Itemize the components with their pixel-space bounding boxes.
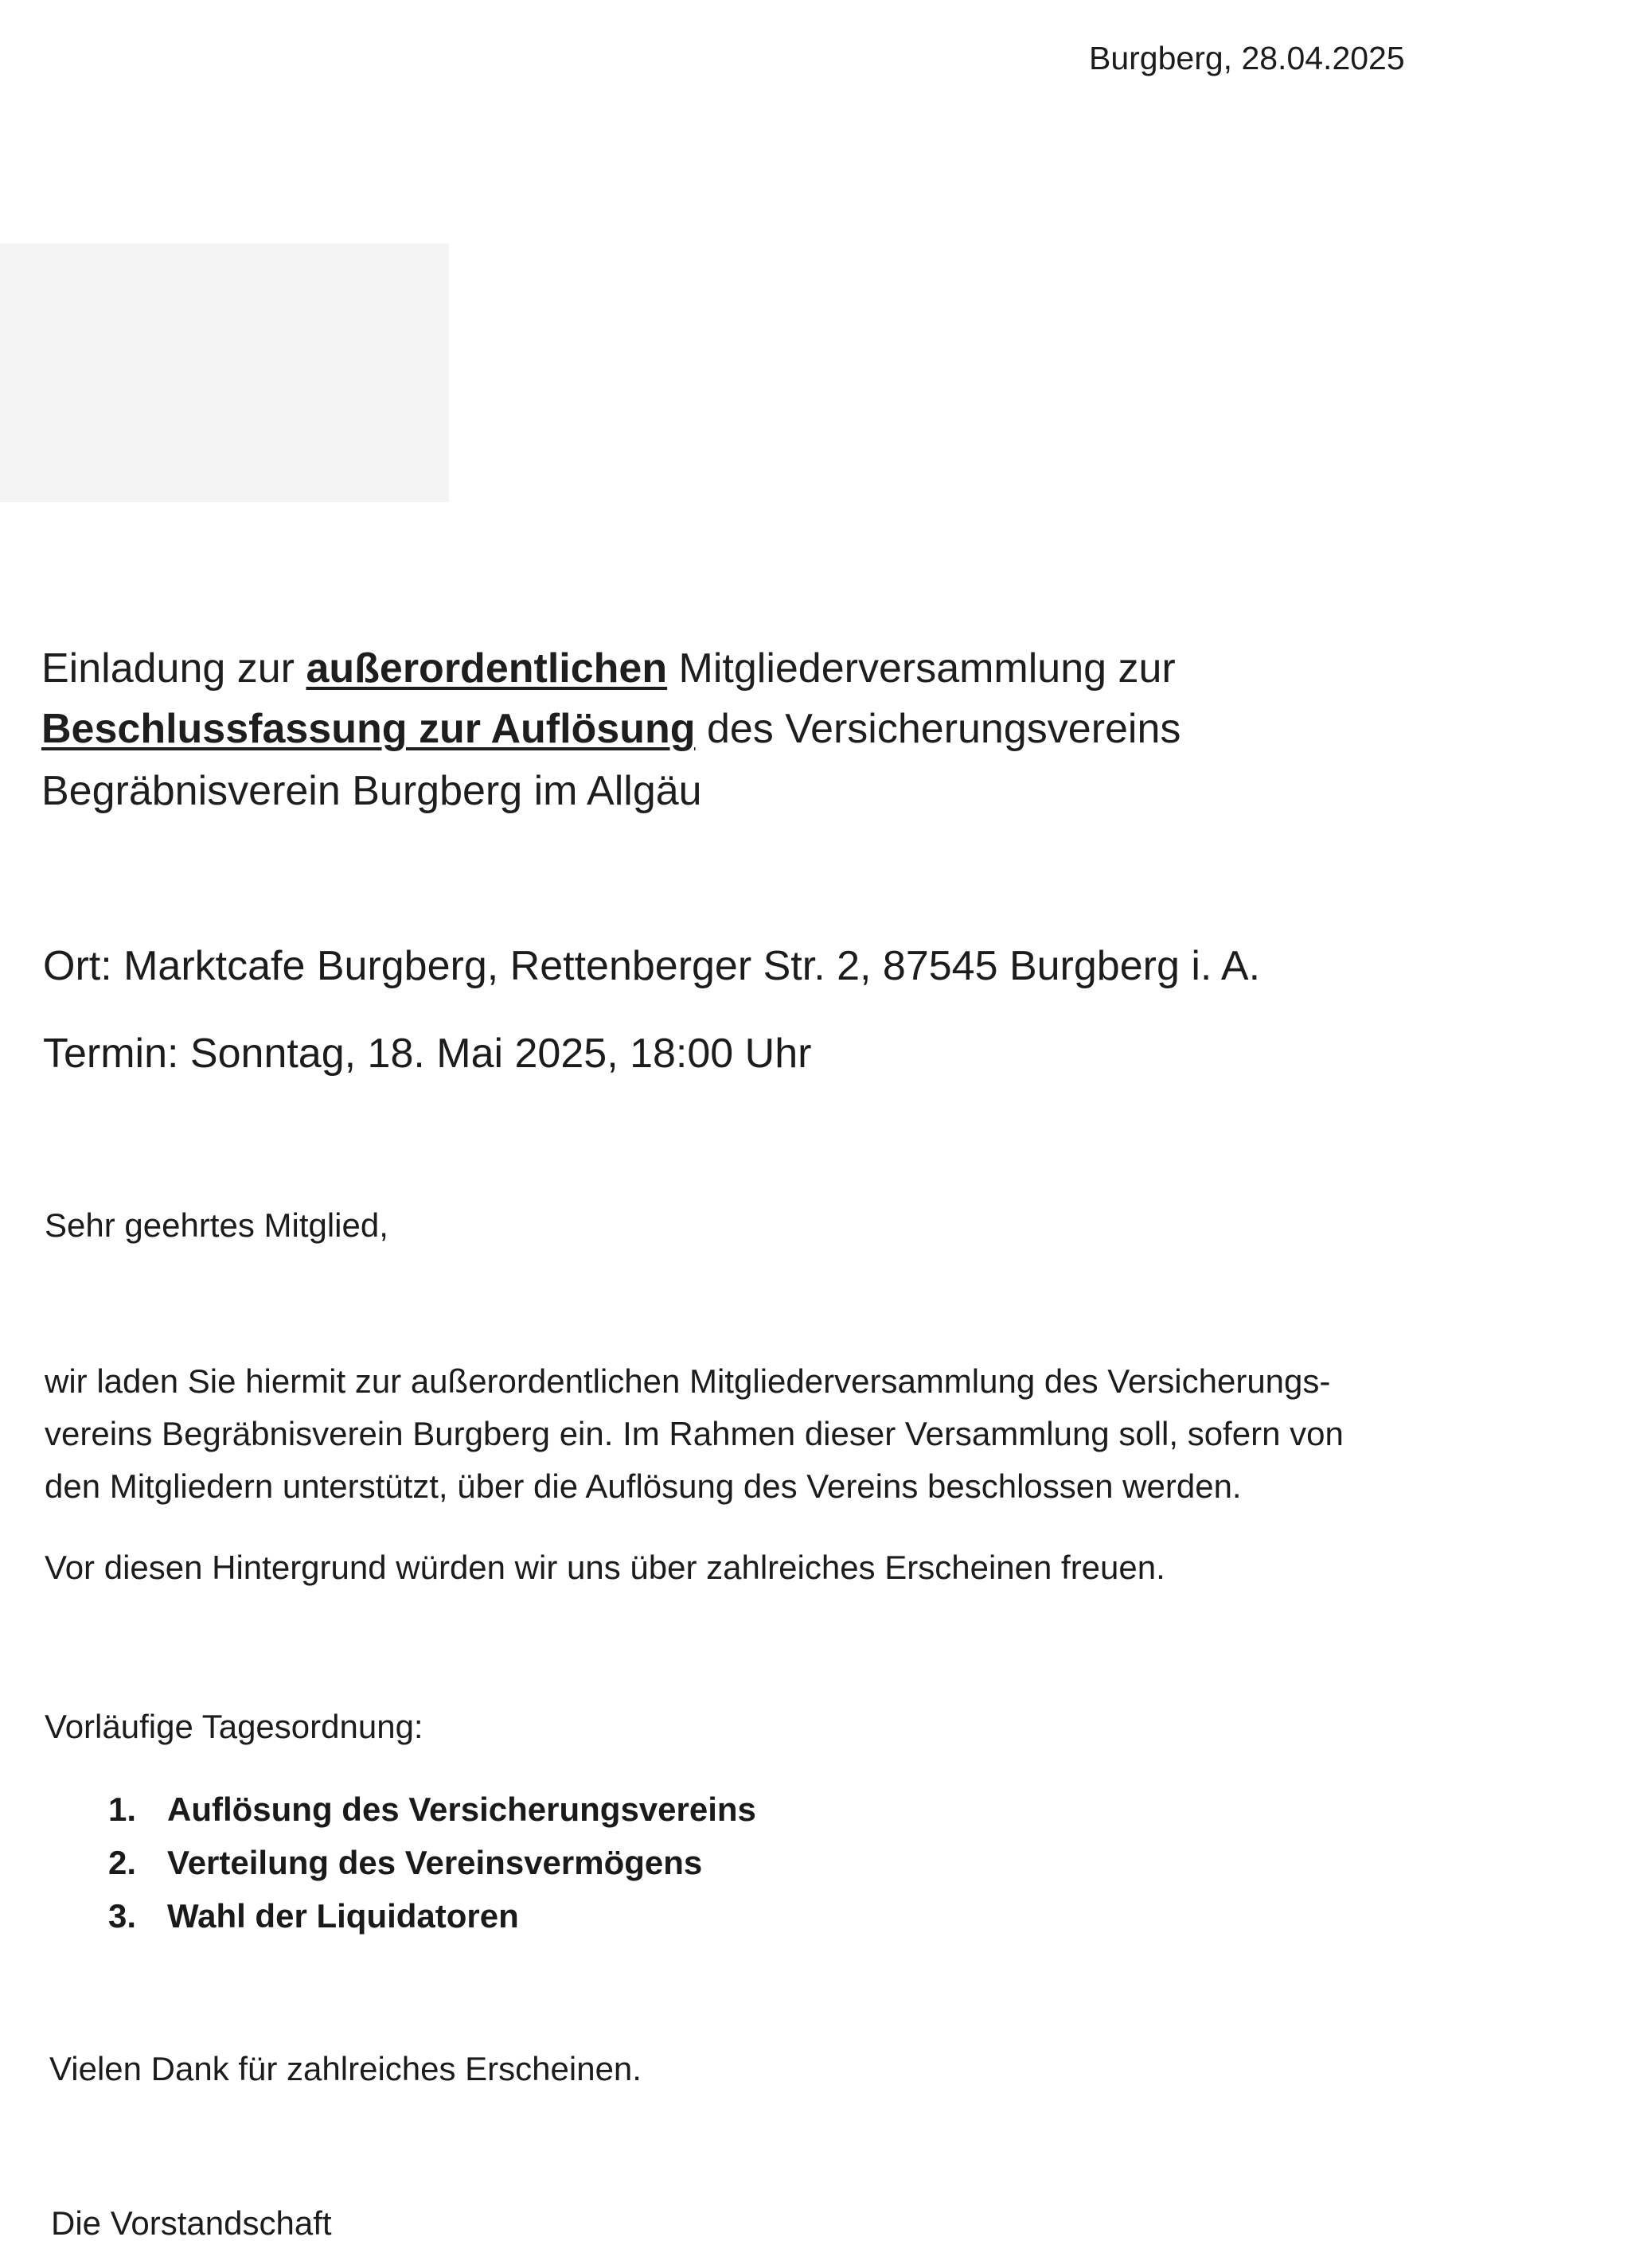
title-text: Einladung zur (41, 645, 306, 692)
agenda-item-number: 1. (108, 1791, 137, 1828)
title-line-3: Begräbnisverein Burgberg im Allgäu (41, 768, 702, 814)
agenda-item-number: 3. (108, 1897, 137, 1935)
place-date: Burgberg, 28.04.2025 (1089, 40, 1405, 76)
title-line-1 (41, 645, 1176, 692)
agenda-item-text: Wahl der Liquidatoren (167, 1897, 519, 1935)
title-emphasis-resolution: Beschlussfassung zur Auflösung (41, 706, 696, 752)
paragraph-line: den Mitgliedern unterstützt, über die Auflösung des Vereins beschlossen werden. (45, 1467, 1242, 1505)
agenda-item-number: 2. (108, 1844, 137, 1881)
agenda-list (108, 1783, 756, 1943)
agenda-item-text: Auflösung des Versicherungsvereins (167, 1791, 756, 1828)
title-line-2 (41, 705, 1181, 753)
paragraph-attendance: Vor diesen Hintergrund würden wir uns über zahlreiches Erscheinen freuen. (45, 1549, 1165, 1586)
salutation: Sehr geehrtes Mitglied, (45, 1206, 388, 1244)
paragraph-line: vereins Begräbnisverein Burgberg ein. Im Rahmen dieser Versammlung soll, sofern von (45, 1415, 1344, 1452)
logo-placeholder (0, 244, 449, 502)
agenda-item (108, 1783, 756, 1836)
meeting-location: Ort: Marktcafe Burgberg, Rettenberger Str. 2, 87545 Burgberg i. A. (43, 943, 1261, 989)
meeting-date: Termin: Sonntag, 18. Mai 2025, 18:00 Uhr (43, 1031, 812, 1077)
agenda-heading: Vorläufige Tagesordnung: (45, 1708, 423, 1745)
agenda-item-text: Verteilung des Vereinsvermögens (167, 1844, 703, 1881)
paragraph-line: wir laden Sie hiermit zur außerordentlichen Mitgliederversammlung des Versicherungs- (45, 1362, 1331, 1400)
signature: Die Vorstandschaft (51, 2204, 332, 2242)
title-text: Mitgliederversammlung zur (667, 645, 1176, 692)
agenda-item (108, 1836, 756, 1889)
agenda-item (108, 1889, 756, 1943)
title-emphasis-extraordinary: außerordentlichen (306, 645, 668, 692)
title-text: des Versicherungsvereins (695, 706, 1181, 752)
closing-thanks: Vielen Dank für zahlreiches Erscheinen. (49, 2050, 642, 2087)
